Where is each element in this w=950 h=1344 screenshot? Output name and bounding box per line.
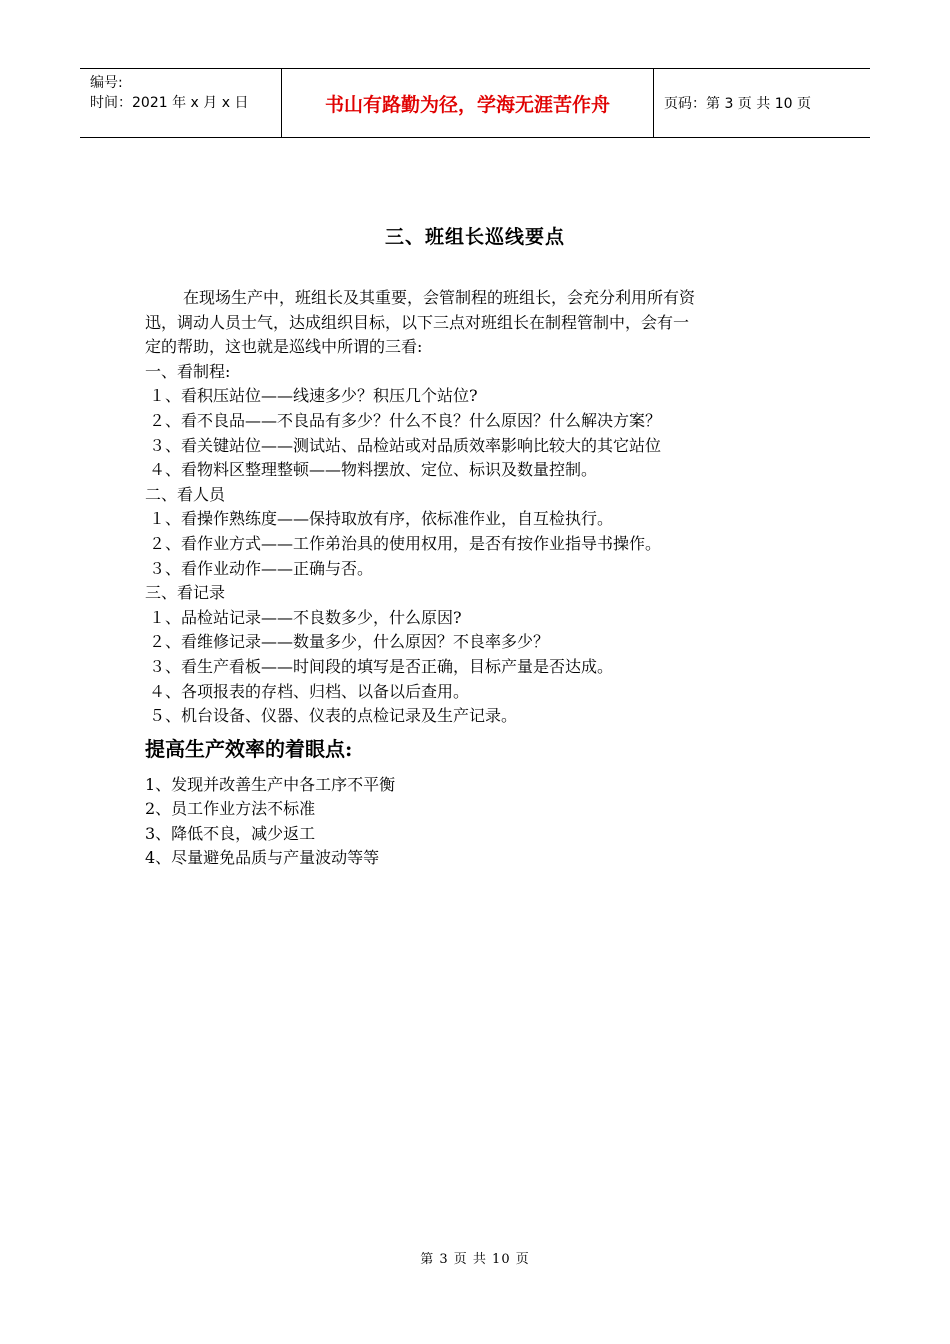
page-footer: 第 3 页 共 10 页	[420, 1252, 530, 1267]
list-item: １、看积压站位——线速多少？积压几个站位?	[149, 386, 478, 406]
intro-line-2: 迅，调动人员士气，达成组织目标，以下三点对班组长在制程管制中，会有一	[145, 312, 690, 332]
document-header	[80, 68, 870, 138]
list-item: １、看操作熟练度——保持取放有序，依标准作业，自互检执行。	[149, 509, 614, 529]
intro-line-1: 在现场生产中，班组长及其重要，会管制程的班组长，会充分利用所有资	[183, 288, 696, 307]
header-motto-cell	[282, 69, 654, 137]
section-heading-records: 三、看记录	[145, 583, 226, 603]
header-motto: 书山有路勤为径，学海无涯苦作舟	[324, 93, 610, 116]
list-item: 3、降低不良，减少返工	[145, 823, 316, 843]
list-item: 2、员工作业方法不标准	[145, 799, 316, 819]
number-label: 编号:	[90, 75, 123, 91]
list-item: ２、看维修记录——数量多少，什么原因？不良率多少？	[149, 632, 550, 652]
section-title: 三、班组长巡线要点	[384, 226, 565, 248]
list-item: ３、看关键站位——测试站、品检站或对品质效率影响比较大的其它站位	[149, 435, 662, 455]
efficiency-heading: 提高生产效率的着眼点:	[145, 736, 353, 761]
date-label: 时间：2021 年 x 月 x 日	[90, 95, 249, 111]
list-item: ２、看不良品——不良品有多少？什么不良？什么原因？什么解决方案？	[149, 410, 662, 430]
list-item: ２、看作业方式——工作弟治具的使用权用，是否有按作业指导书操作。	[149, 533, 662, 553]
document-body	[145, 286, 815, 871]
list-item: ３、看生产看板——时间段的填写是否正确，目标产量是否达成。	[149, 656, 614, 676]
section-heading-process: 一、看制程:	[145, 361, 231, 381]
list-item: ４、看物料区整理整顿——物料摆放、定位、标识及数量控制。	[149, 460, 598, 480]
header-page-info: 页码：第 3 页 共 10 页	[664, 96, 811, 112]
intro-line-3: 定的帮助，这也就是巡线中所谓的三看:	[145, 337, 423, 357]
list-item: ５、机台设备、仪器、仪表的点检记录及生产记录。	[149, 706, 518, 726]
header-meta-cell	[80, 69, 282, 137]
list-item: 4、尽量避免品质与产量波动等等	[145, 848, 380, 868]
list-item: ４、各项报表的存档、归档、以备以后查用。	[149, 681, 470, 701]
list-item: 1、发现并改善生产中各工序不平衡	[145, 774, 396, 794]
list-item: ３、看作业动作——正确与否。	[149, 558, 374, 578]
section-heading-personnel: 二、看人员	[145, 484, 226, 504]
header-page-cell	[654, 69, 870, 137]
list-item: １、品检站记录——不良数多少，什么原因?	[149, 607, 462, 627]
